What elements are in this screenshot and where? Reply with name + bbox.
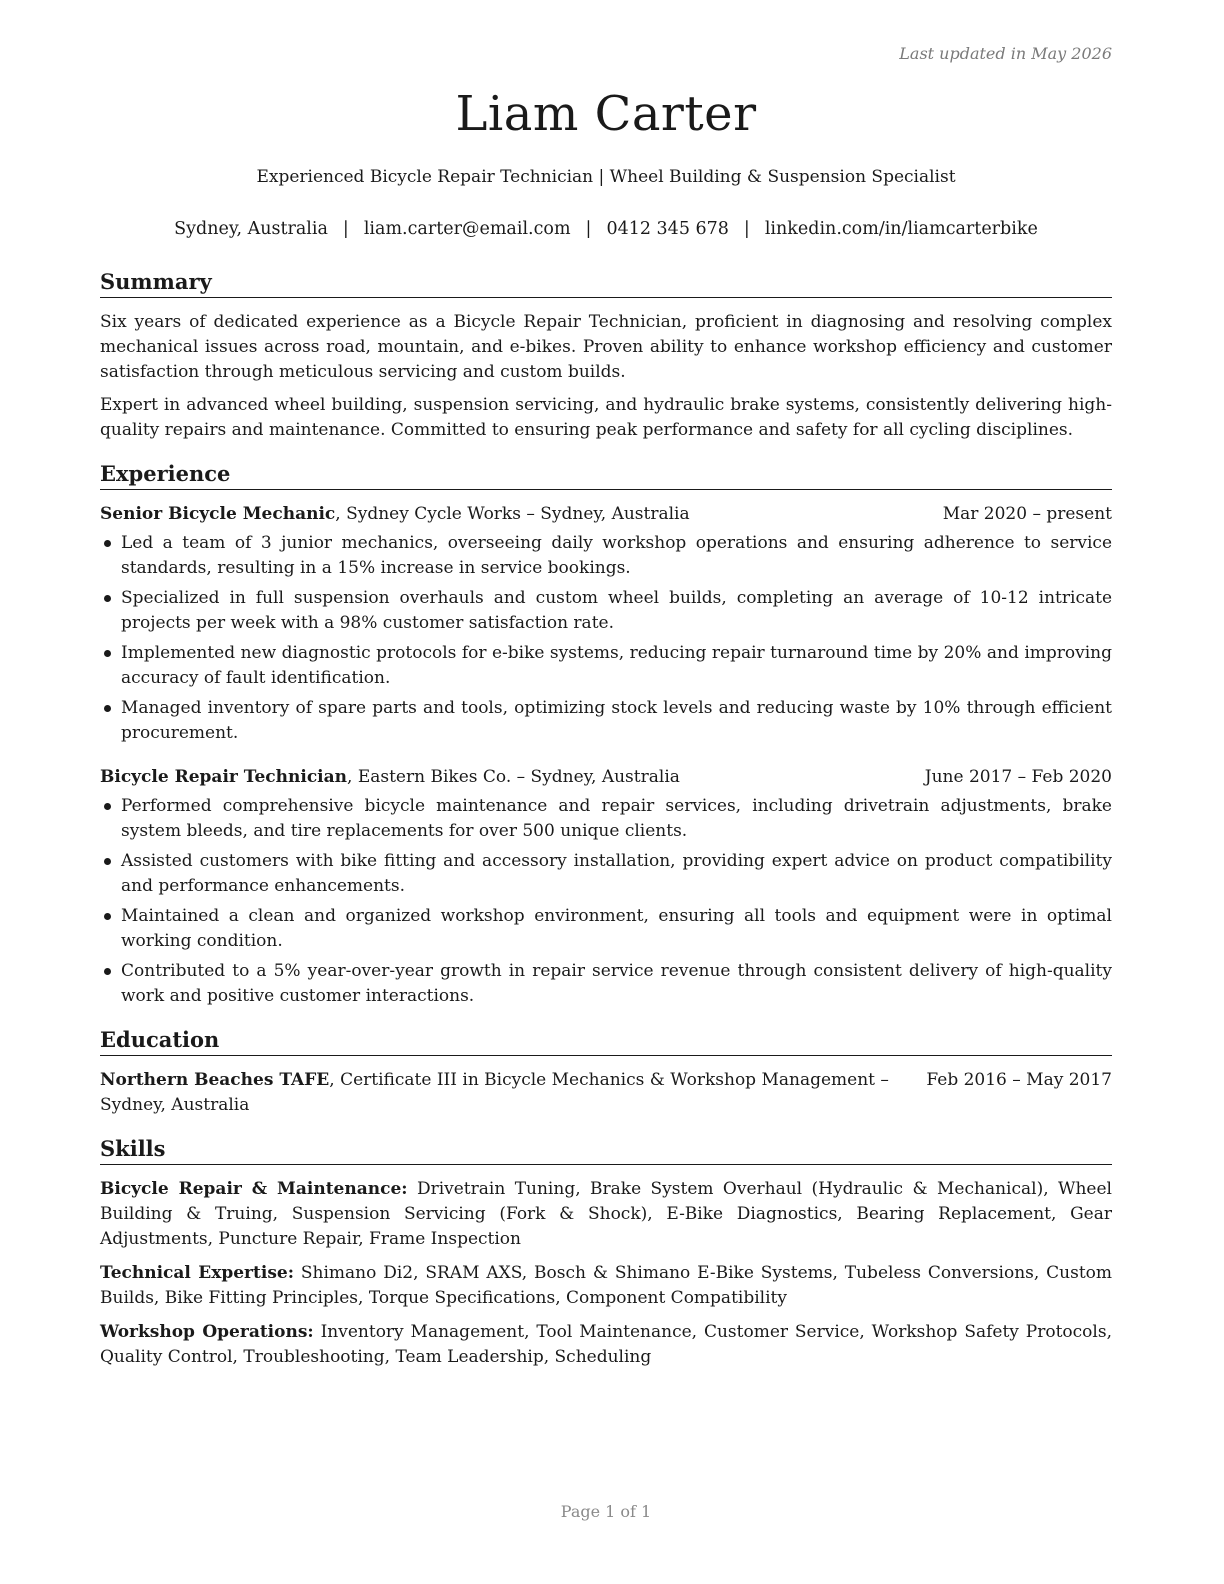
contact-phone: 0412 345 678 xyxy=(606,219,729,239)
job-bullet: Assisted customers with bike fitting and accessory installation, providing expert advice on product compatibility and performance enhancements. xyxy=(100,849,1112,899)
skills-section xyxy=(100,1135,1112,1370)
job-role: Bicycle Repair Technician xyxy=(100,767,348,787)
contact-separator: | xyxy=(585,219,592,239)
candidate-headline: Experienced Bicycle Repair Technician | Wheel Building & Suspension Specialist xyxy=(256,167,956,187)
job-title-line xyxy=(100,502,690,527)
skill-group xyxy=(100,1261,1112,1311)
contact-separator: | xyxy=(743,219,750,239)
education-description xyxy=(100,1068,890,1118)
job-bullet: Managed inventory of spare parts and tools, optimizing stock levels and reducing waste by 10% through efficient procurement. xyxy=(100,696,1112,746)
job-role: Senior Bicycle Mechanic xyxy=(100,504,336,524)
experience-section xyxy=(100,460,1112,1009)
section-heading-summary: Summary xyxy=(100,268,1112,298)
page-indicator: Page 1 of 1 xyxy=(560,1502,652,1521)
skill-group xyxy=(100,1177,1112,1252)
skill-items: Shimano Di2, SRAM AXS, Bosch & Shimano E-Bike Systems, Tubeless Conversions, Custom Builds, Bike Fitting Principles, Torque Specifications, Component Compatibility xyxy=(100,1263,1113,1308)
job-title-line xyxy=(100,765,680,790)
job-header xyxy=(100,502,1112,527)
job-header xyxy=(100,765,1112,790)
education-school: Northern Beaches TAFE xyxy=(100,1070,330,1090)
job-company: , Sydney Cycle Works – Sydney, Australia xyxy=(335,504,690,524)
section-heading-skills: Skills xyxy=(100,1135,1112,1165)
education-dates: Feb 2016 – May 2017 xyxy=(926,1070,1112,1090)
summary-paragraph: Six years of dedicated experience as a Bicycle Repair Technician, proficient in diagnosing and resolving complex mechanical issues across road, mountain, and e-bikes. Proven ability to enhance workshop efficiency and customer satisfaction through meticulous servicing and custom builds. xyxy=(100,312,1112,382)
skill-group xyxy=(100,1320,1112,1370)
job-entry xyxy=(100,502,1112,746)
job-entry xyxy=(100,765,1112,1009)
contact-separator: | xyxy=(342,219,349,239)
contact-email[interactable]: liam.carter@email.com xyxy=(363,219,571,239)
section-heading-experience: Experience xyxy=(100,460,1112,490)
education-section xyxy=(100,1026,1112,1118)
resume-page xyxy=(100,0,1112,1584)
job-bullet: Implemented new diagnostic protocols for e-bike systems, reducing repair turnaround time by 20% and improving accuracy of fault identification. xyxy=(100,641,1112,691)
education-entry xyxy=(100,1068,1112,1118)
job-bullets xyxy=(100,531,1112,746)
candidate-name: Liam Carter xyxy=(455,86,757,142)
skill-items: Drivetrain Tuning, Brake System Overhaul (Hydraulic & Mechanical), Wheel Building & Truing, Suspension Servicing (Fork & Shock), E-Bike Diagnostics, Bearing Replacement, Gear Adjustments, Puncture Repair, Frame Inspection xyxy=(100,1179,1112,1249)
summary-section xyxy=(100,268,1112,443)
job-bullet: Performed comprehensive bicycle maintenance and repair services, including drivetrain adjustments, brake system bleeds, and tire replacements for over 500 unique clients. xyxy=(100,794,1112,844)
last-updated-note: Last updated in May 2026 xyxy=(899,44,1112,63)
skill-items: Inventory Management, Tool Maintenance, Customer Service, Workshop Safety Protocols, Quality Control, Troubleshooting, Team Leadership, Scheduling xyxy=(100,1322,1112,1367)
contact-location: Sydney, Australia xyxy=(174,219,328,239)
job-dates: June 2017 – Feb 2020 xyxy=(924,767,1112,787)
education-details: , Certificate III in Bicycle Mechanics & Workshop Management – Sydney, Australia xyxy=(100,1070,889,1115)
summary-paragraph: Expert in advanced wheel building, suspension servicing, and hydraulic brake systems, consistently delivering high-quality repairs and maintenance. Committed to ensuring peak performance and safety for all cycling disciplines. xyxy=(100,395,1112,440)
contact-linkedin[interactable]: linkedin.com/in/liamcarterbike xyxy=(764,219,1038,239)
job-dates: Mar 2020 – present xyxy=(942,504,1112,524)
job-bullet: Led a team of 3 junior mechanics, overseeing daily workshop operations and ensuring adherence to service standards, resulting in a 15% increase in service bookings. xyxy=(100,531,1112,581)
section-heading-education: Education xyxy=(100,1026,1112,1056)
skill-category: Workshop Operations: xyxy=(100,1322,314,1342)
job-bullet: Maintained a clean and organized workshop environment, ensuring all tools and equipment were in optimal working condition. xyxy=(100,904,1112,954)
job-bullets xyxy=(100,794,1112,1009)
job-company: , Eastern Bikes Co. – Sydney, Australia xyxy=(347,767,680,787)
skill-category: Bicycle Repair & Maintenance: xyxy=(100,1179,408,1199)
job-bullet: Specialized in full suspension overhauls and custom wheel builds, completing an average of 10-12 intricate projects per week with a 98% customer satisfaction rate. xyxy=(100,586,1112,636)
contact-line xyxy=(100,219,1112,239)
job-bullet: Contributed to a 5% year-over-year growth in repair service revenue through consistent delivery of high-quality work and positive customer interactions. xyxy=(100,959,1112,1009)
resume-body xyxy=(100,268,1112,1379)
skill-category: Technical Expertise: xyxy=(100,1263,294,1283)
